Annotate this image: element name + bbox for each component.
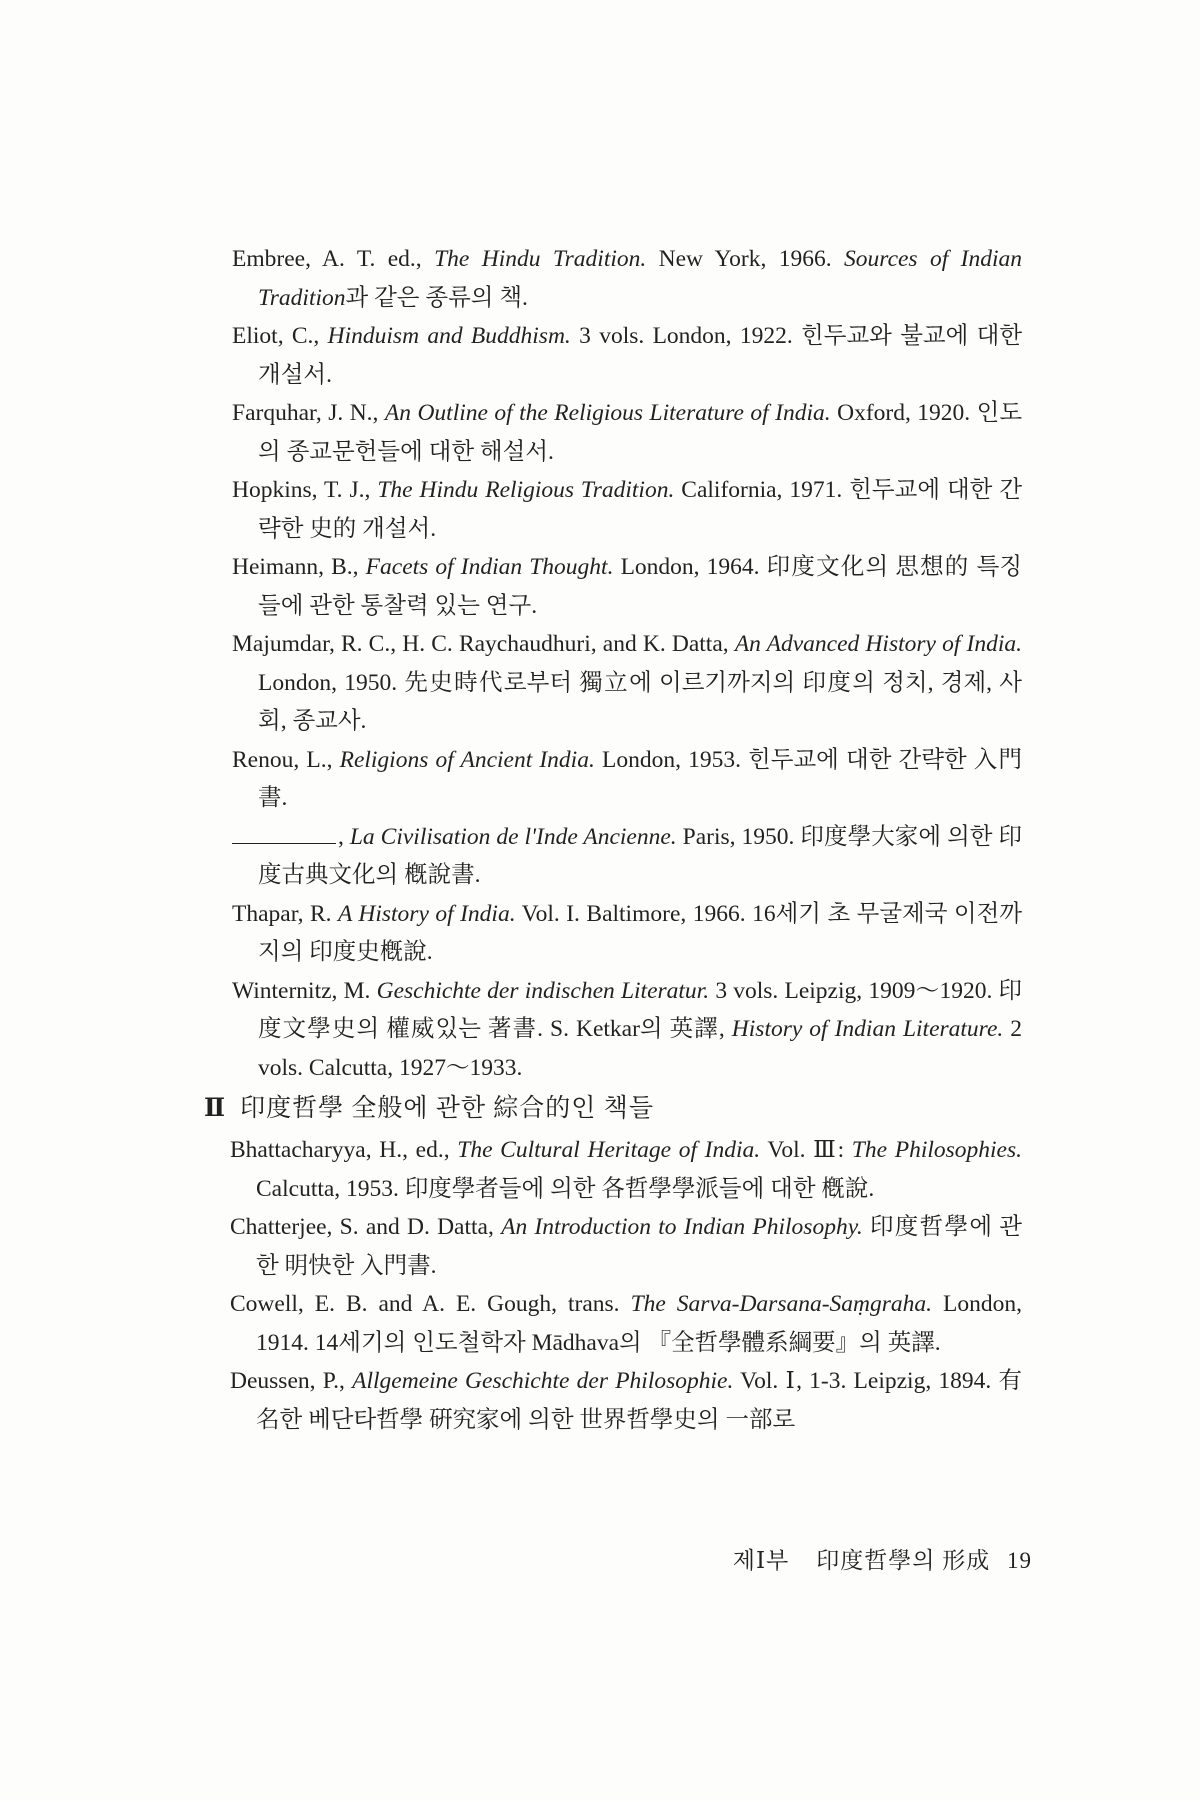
entry-note: 印度文化의 思想的 특징들에 관한 통찰력 있는 연구.	[258, 554, 1023, 619]
entry-note: 有名한 베단타哲學 硏究家에 의한 世界哲學史의 一部로	[256, 1368, 1023, 1433]
entry-title-2: History of Indian Literature.	[731, 1016, 1004, 1042]
entry-title: An Outline of the Religious Literature of India.	[384, 400, 831, 426]
entry-author: Thapar, R.	[232, 900, 332, 927]
entry-author: Hopkins, T. J.,	[232, 477, 371, 503]
entry-title: The Cultural Heritage of India.	[457, 1137, 761, 1163]
section-heading	[204, 1089, 1022, 1129]
section-numeral: Ⅱ	[204, 1095, 227, 1122]
bib-entry-chatterjee	[230, 1208, 1022, 1285]
entry-author: Renou, L.,	[232, 746, 333, 773]
entry-publication: London, 1914.	[256, 1291, 1023, 1356]
entry-title: An Advanced History of India.	[734, 631, 1023, 657]
entry-author: Cowell, E. B. and A. E. Gough, trans.	[230, 1291, 620, 1317]
entry-note: 先史時代로부터 獨立에 이르기까지의 印度의 정치, 경제, 사회, 종교사.	[258, 669, 1023, 734]
entry-title: Religions of Ancient India.	[339, 746, 595, 773]
entry-note: 印度學大家에 의한 印度古典文化의 槪說書.	[258, 823, 1022, 888]
entry-note: 힌두교에 대한 간략한 史的 개설서.	[258, 477, 1023, 542]
entry-publication: Vol. I. Baltimore, 1966.	[521, 900, 746, 927]
entry-publication-2: 2 vols. Calcutta, 1927～1933.	[258, 1016, 1023, 1081]
bib-entry-renou-civilisation	[232, 818, 1022, 895]
entry-title: Hinduism and Buddhism.	[327, 323, 571, 349]
entry-publication: 3 vols. London, 1922.	[579, 323, 793, 349]
footer-part: 제Ⅰ부	[732, 1548, 790, 1573]
bib-entry-bhattacharyya	[230, 1131, 1022, 1208]
bib-entry-cowell	[230, 1285, 1022, 1362]
page-number: 19	[1007, 1548, 1032, 1573]
entry-publication: London, 1964.	[620, 554, 760, 580]
entry-note: 인도의 종교문헌들에 대한 해설서.	[258, 400, 1023, 465]
bib-entry-majumdar	[232, 625, 1022, 741]
entry-author: Eliot, C.,	[232, 323, 320, 349]
section-title: 印度哲學 全般에 관한 綜合的인 책들	[240, 1095, 654, 1122]
bib-entry-thapar	[232, 895, 1022, 972]
entry-note: 14세기의 인도철학자 Mādhava의 『全哲學體系綱要』의 英譯.	[314, 1329, 941, 1356]
entry-note: 印度哲學에 관한 明快한 入門書.	[256, 1214, 1023, 1279]
entry-note: 과 같은 종류의 책.	[345, 284, 528, 311]
entry-publication: 3 vols. Leipzig, 1909～1920.	[715, 977, 993, 1004]
entry-publication: California, 1971.	[681, 477, 843, 503]
entry-title: Facets of Indian Thought.	[365, 554, 614, 580]
entry-publication: Vol. Ⅰ, 1-3. Leipzig, 1894.	[740, 1368, 992, 1394]
entry-title: The Sarva-Darsana-Saṃgraha.	[630, 1291, 933, 1317]
entry-note: 16세기 초 무굴제국 이전까지의 印度史槪說.	[258, 900, 1023, 965]
entry-title: An Introduction to Indian Philosophy.	[501, 1214, 863, 1240]
entry-title: A History of India.	[337, 900, 516, 927]
entry-author: Winternitz, M.	[232, 977, 371, 1004]
bib-entry-embree	[232, 240, 1022, 317]
bib-entry-heimann	[232, 548, 1022, 625]
bib-entry-deussen	[230, 1362, 1022, 1439]
entry-author: Heimann, B.,	[232, 554, 359, 580]
bib-entry-hopkins	[232, 471, 1022, 548]
entry-publication-2: Calcutta, 1953.	[256, 1175, 399, 1202]
footer-title: 印度哲學의 形成	[816, 1548, 991, 1573]
entry-title: The Hindu Tradition.	[434, 246, 647, 272]
entry-author: Chatterjee, S. and D. Datta,	[230, 1214, 494, 1240]
entry-publication: London, 1950.	[258, 669, 398, 696]
entry-publication: Oxford, 1920.	[837, 400, 971, 426]
entry-author: Embree, A. T. ed.,	[232, 246, 422, 272]
entry-author: ,	[338, 823, 344, 850]
entry-note: 印度學者들에 의한 各哲學學派들에 대한 槪說.	[404, 1175, 875, 1202]
bibliography	[204, 240, 1023, 1439]
entry-title: Allgemeine Geschichte der Philosophie.	[352, 1368, 734, 1394]
entry-author: Deussen, P.,	[230, 1368, 345, 1394]
entry-title-2: The Philosophies.	[851, 1137, 1023, 1163]
entry-publication: New York, 1966.	[658, 246, 832, 272]
page-footer	[733, 1542, 1032, 1575]
entry-title: La Civilisation de l'Inde Ancienne.	[349, 823, 677, 850]
bib-entry-farquhar	[232, 394, 1022, 471]
bib-entry-renou-religions	[232, 741, 1022, 818]
bib-entry-eliot	[232, 317, 1022, 394]
entry-author: Majumdar, R. C., H. C. Raychaudhuri, and K. Datta,	[232, 631, 729, 657]
entry-title: The Hindu Religious Tradition.	[377, 477, 675, 503]
entry-title-2: Sources of Indian Tradition	[258, 246, 1022, 311]
entry-note: 印度文學史의 權威있는 著書. S. Ketkar의 英譯,	[258, 977, 1023, 1042]
ditto-rule	[232, 833, 336, 844]
entry-note: 힌두교에 대한 간략한 入門書.	[258, 746, 1023, 811]
entry-author: Bhattacharyya, H., ed.,	[230, 1137, 450, 1163]
entry-note: 힌두교와 불교에 대한 개설서.	[258, 323, 1023, 388]
entry-title: Geschichte der indischen Literatur.	[376, 977, 710, 1004]
entry-publication: Vol. Ⅲ:	[767, 1137, 845, 1163]
entry-publication: London, 1953.	[601, 746, 741, 773]
entry-publication: Paris, 1950.	[682, 823, 795, 850]
entry-author: Farquhar, J. N.,	[232, 400, 379, 426]
bib-entry-winternitz	[232, 972, 1022, 1088]
